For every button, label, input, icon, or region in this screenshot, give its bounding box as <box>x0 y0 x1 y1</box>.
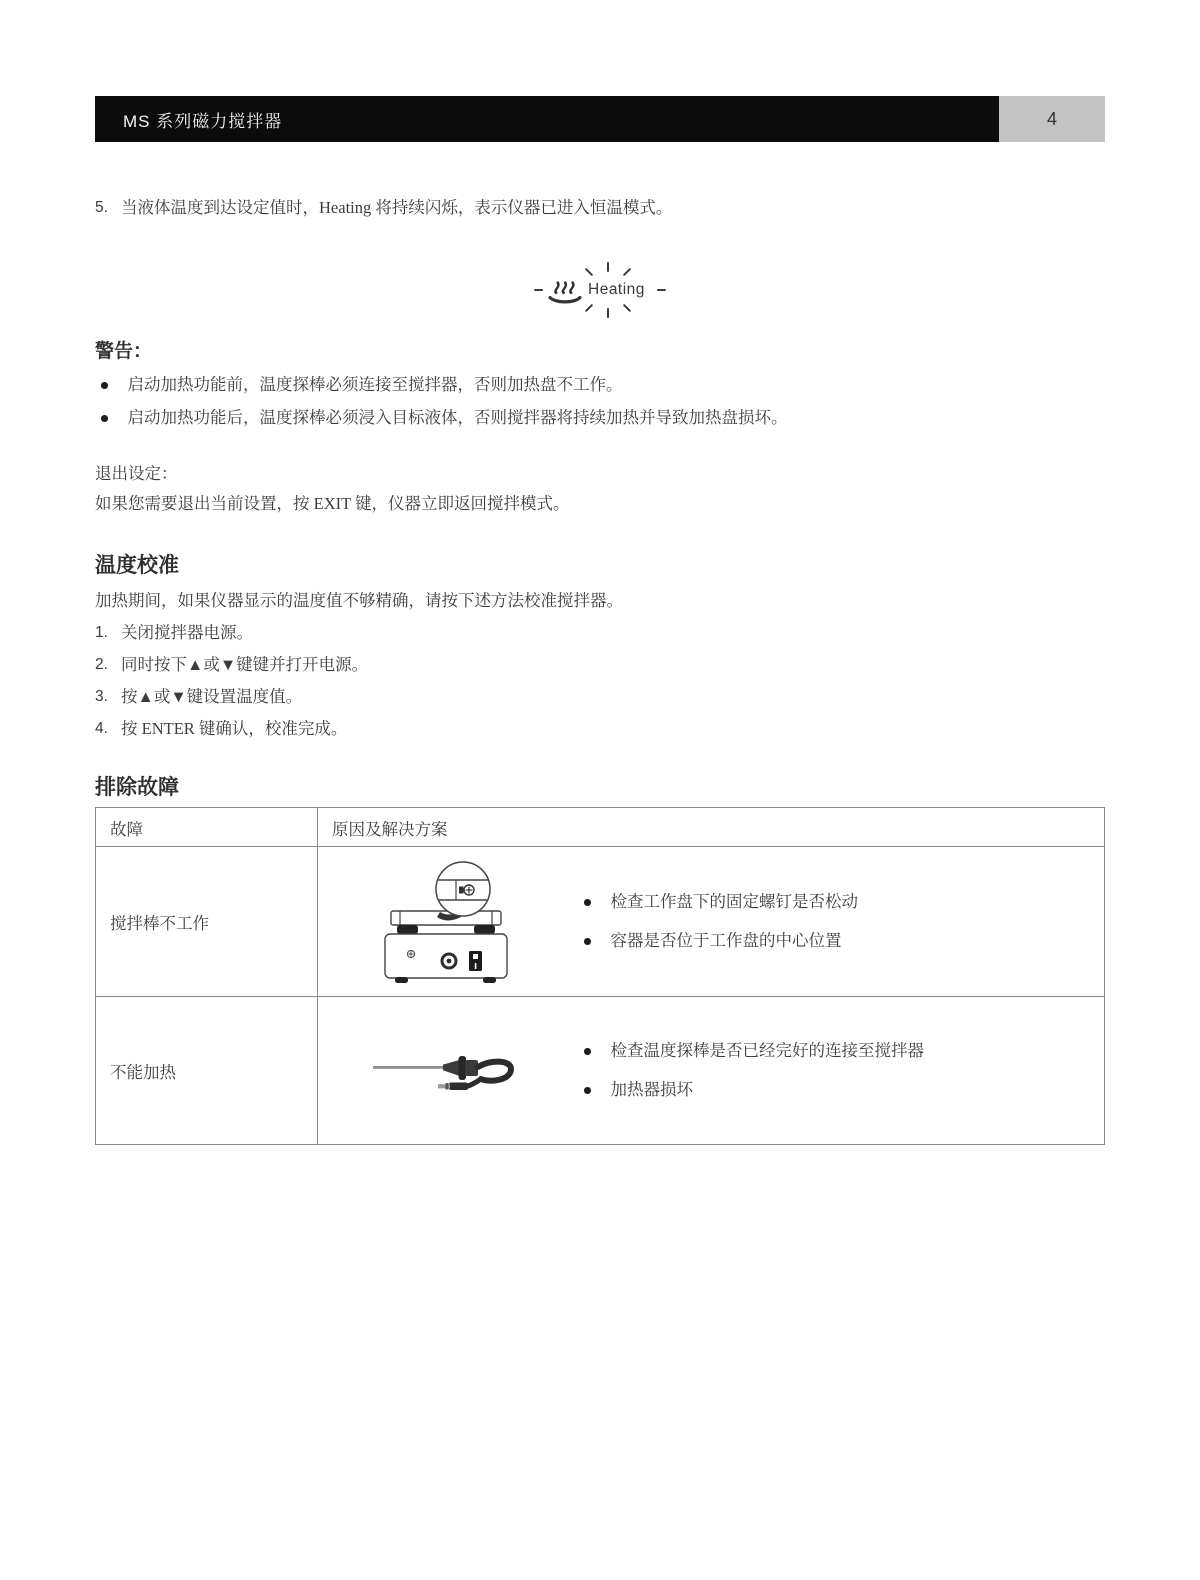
step-number: 4. <box>95 720 108 737</box>
document-title: MS 系列磁力搅拌器 <box>123 111 283 131</box>
table-row <box>96 846 1104 996</box>
step-5-number: 5. <box>95 199 108 216</box>
bullet-icon <box>584 1048 591 1055</box>
calibration-step <box>95 718 1105 740</box>
bullet-icon <box>584 938 591 945</box>
flash-ray-right <box>657 289 666 291</box>
calibration-step <box>95 622 1105 644</box>
stirrer-figure <box>318 859 576 985</box>
solution-text: 检查温度探棒是否已经完好的连接至搅拌器 <box>610 1041 924 1060</box>
step-text: 按▲或▼键设置温度值。 <box>121 687 303 706</box>
warning-title: 警告： <box>95 341 153 362</box>
solution-text: 检查工作盘下的固定螺钉是否松动 <box>610 892 858 911</box>
warning-item <box>95 407 1105 429</box>
table-header-row <box>96 808 1104 846</box>
step-5 <box>95 197 1105 219</box>
bullet-icon <box>101 415 108 422</box>
stirrer-illustration <box>371 859 523 985</box>
warning-item-text: 启动加热功能前，温度探棒必须连接至搅拌器，否则加热盘不工作。 <box>127 375 623 394</box>
step-5-text: 当液体温度到达设定值时，Heating 将持续闪烁，表示仪器已进入恒温模式。 <box>121 198 673 217</box>
heating-indicator <box>534 261 666 319</box>
hot-springs-icon <box>546 277 584 310</box>
flash-ray-bottom-left <box>585 304 593 312</box>
exit-setting-body: 如果您需要退出当前设置，按 EXIT 键，仪器立即返回搅拌模式。 <box>95 494 570 513</box>
step-number: 1. <box>95 624 108 641</box>
calibration-title: 温度校准 <box>95 554 179 577</box>
table-header-solution: 原因及解决方案 <box>332 820 448 839</box>
flash-ray-bottom-right <box>623 304 631 312</box>
flash-ray-top-left <box>585 268 593 276</box>
fault-cell: 搅拌棒不工作 <box>96 847 318 996</box>
solution-cell <box>318 997 1104 1144</box>
header-title-bar <box>95 96 999 142</box>
step-number: 3. <box>95 688 108 705</box>
troubleshooting-title: 排除故障 <box>95 776 179 799</box>
solution-item <box>584 1040 924 1062</box>
flash-ray-left <box>534 289 543 291</box>
solution-list <box>584 1040 924 1101</box>
fault-cell: 不能加热 <box>96 997 318 1144</box>
bullet-icon <box>584 1087 591 1094</box>
flash-ray-top <box>607 262 609 272</box>
step-text: 关闭搅拌器电源。 <box>121 623 253 642</box>
heating-label: Heating <box>588 281 645 298</box>
page-number-badge <box>999 96 1105 142</box>
troubleshooting-table <box>95 807 1105 1145</box>
solution-item <box>584 891 858 913</box>
warning-item <box>95 374 1105 396</box>
calibration-step <box>95 654 1105 676</box>
solution-item <box>584 930 858 952</box>
exit-setting-title: 退出设定： <box>95 464 178 483</box>
table-header-fault: 故障 <box>96 808 318 846</box>
temperature-probe-illustration <box>371 1039 523 1103</box>
solution-text: 加热器损坏 <box>610 1080 693 1099</box>
solution-item <box>584 1079 924 1101</box>
flash-ray-top-right <box>623 268 631 276</box>
bullet-icon <box>101 382 108 389</box>
calibration-step <box>95 686 1105 708</box>
probe-figure <box>318 1039 576 1103</box>
calibration-intro: 加热期间，如果仪器显示的温度值不够精确，请按下述方法校准搅拌器。 <box>95 591 623 610</box>
page-number: 4 <box>1046 108 1057 129</box>
step-text: 同时按下▲或▼键键并打开电源。 <box>121 655 369 674</box>
heating-indicator-wrap <box>95 261 1105 319</box>
solution-cell <box>318 847 1104 996</box>
bullet-icon <box>584 899 591 906</box>
page-header <box>95 96 1105 142</box>
warning-item-text: 启动加热功能后，温度探棒必须浸入目标液体，否则搅拌器将持续加热并导致加热盘损坏。 <box>127 408 788 427</box>
step-number: 2. <box>95 656 108 673</box>
solution-text: 容器是否位于工作盘的中心位置 <box>610 931 842 950</box>
flash-ray-bottom <box>607 308 609 318</box>
page-content <box>95 96 1105 1145</box>
table-row <box>96 996 1104 1144</box>
solution-list <box>584 891 858 952</box>
step-text: 按 ENTER 键确认，校准完成。 <box>121 719 348 738</box>
